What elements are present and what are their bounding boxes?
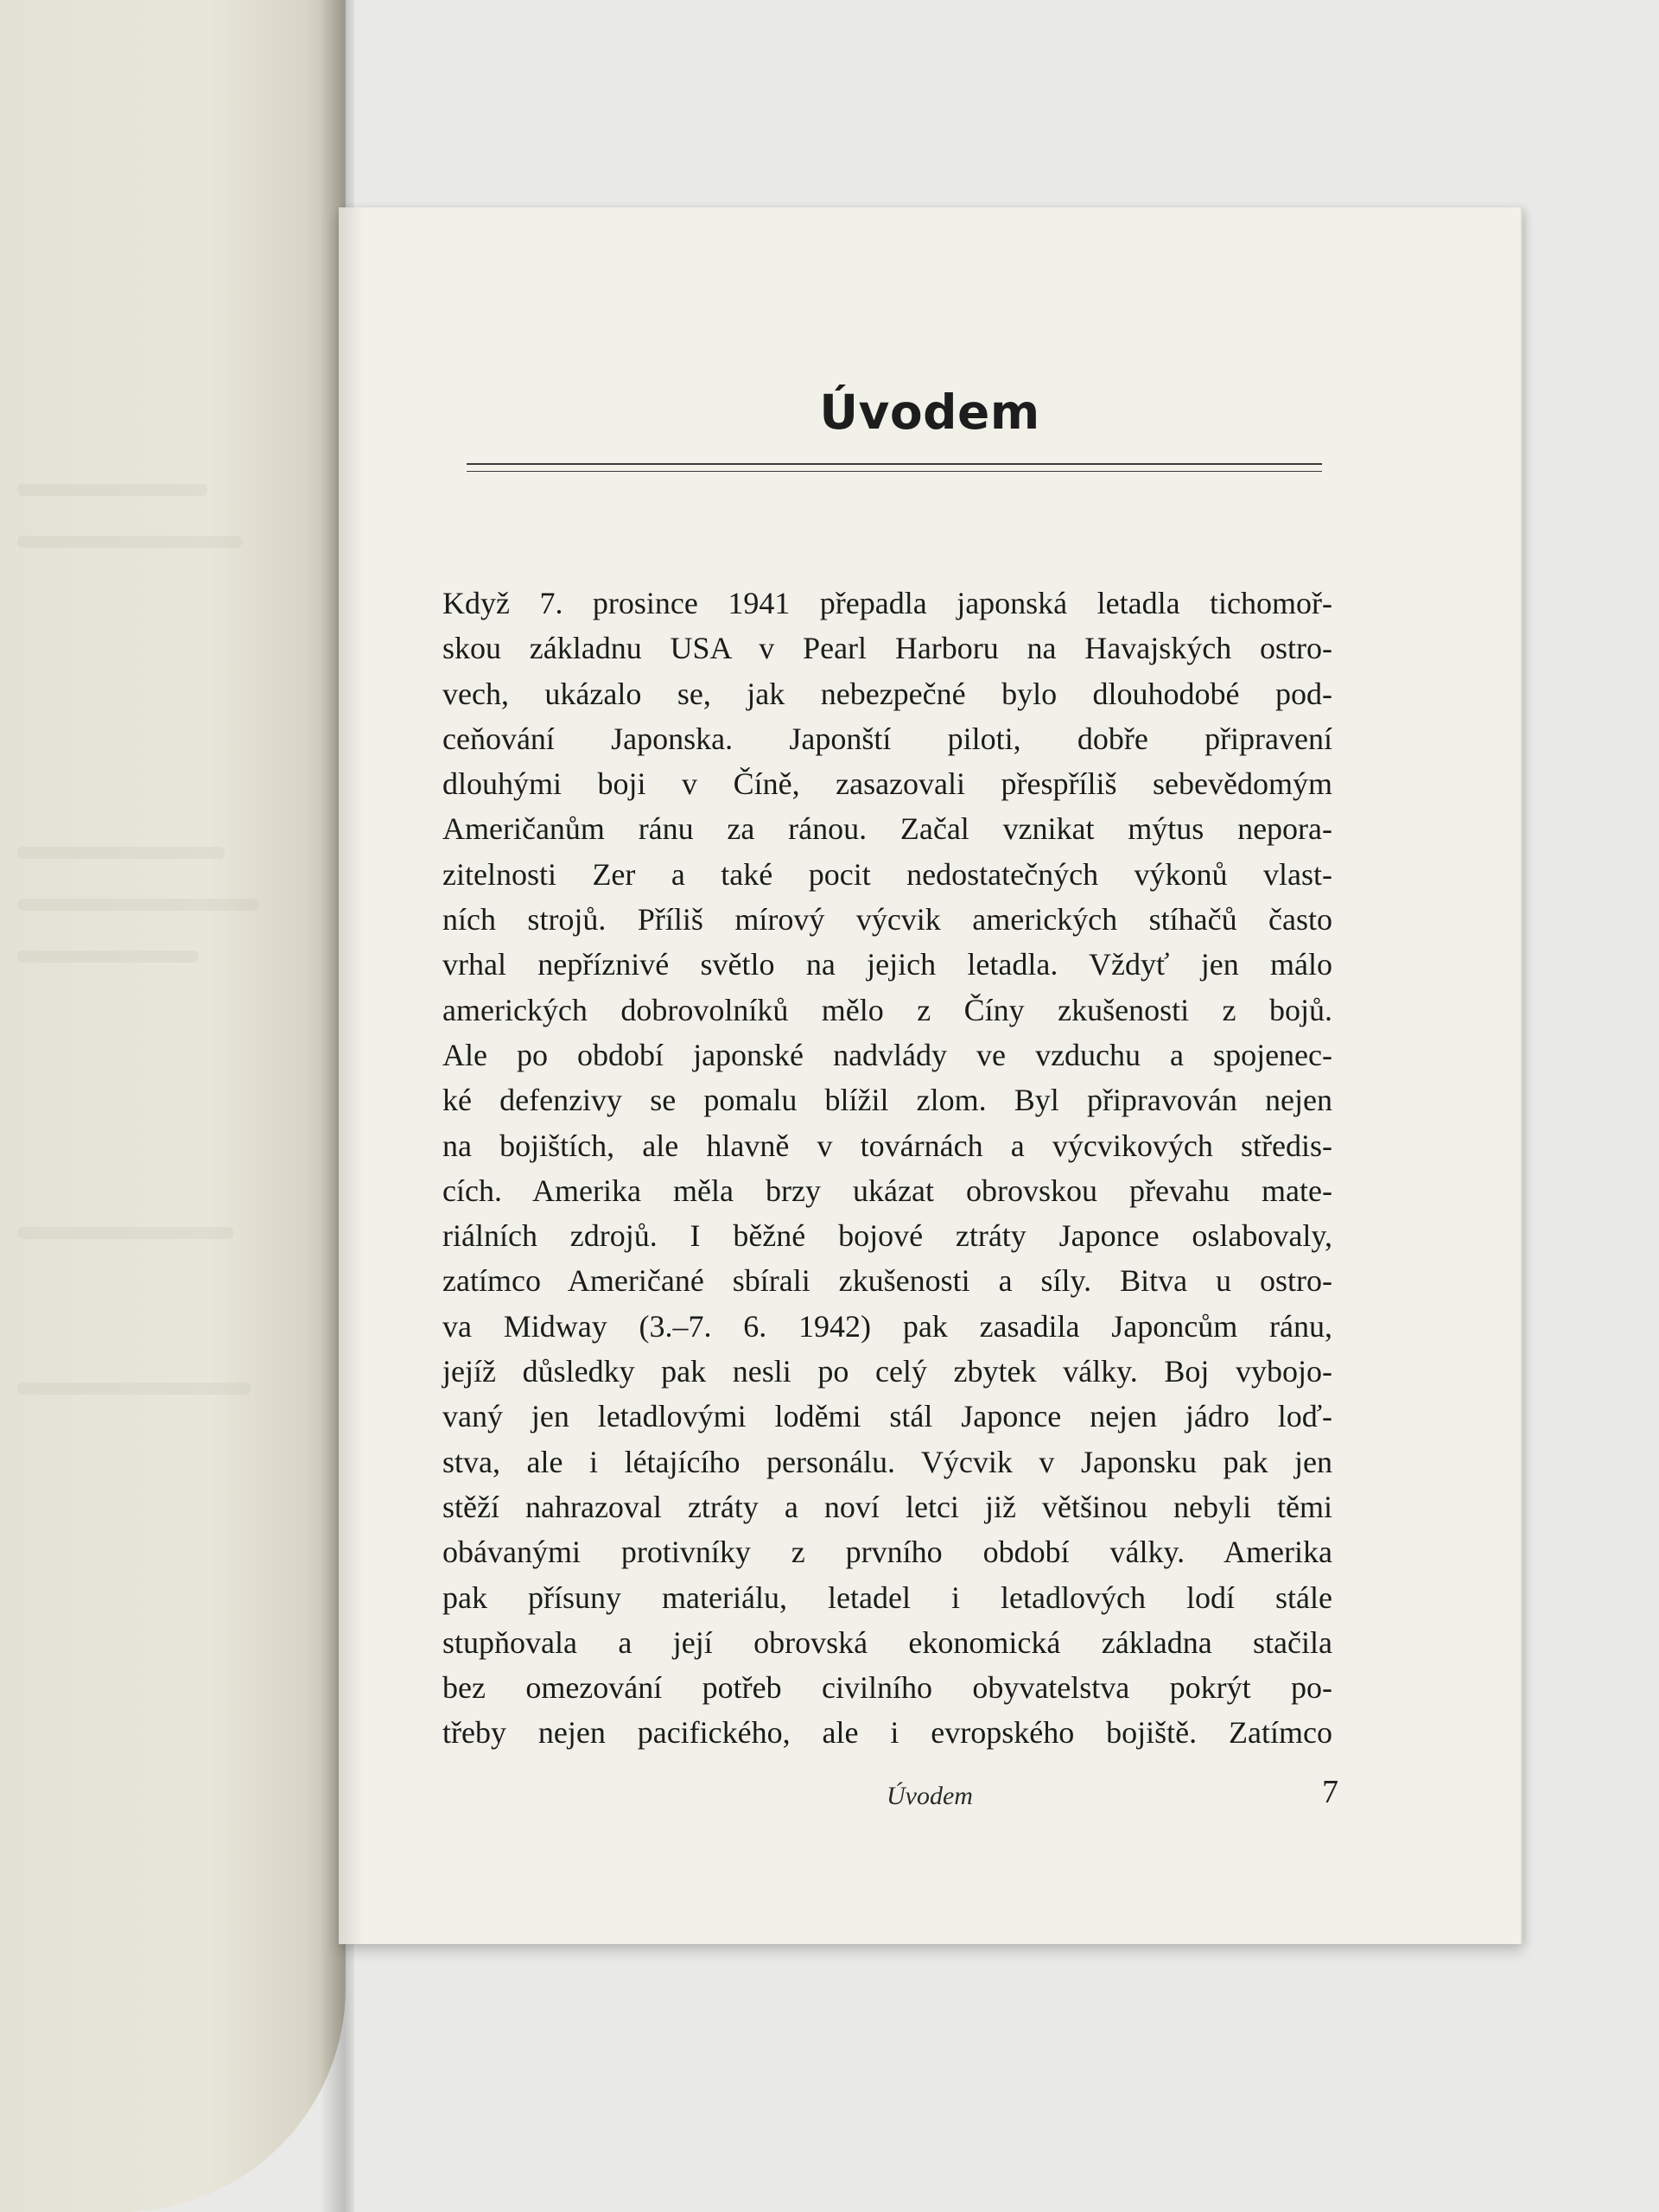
text-line: va Midway (3.–7. 6. 1942) pak zasadila Japoncům ránu, [442, 1308, 1332, 1344]
text-line: zitelnosti Zer a také pocit nedostatečných výkonů vlast- [442, 856, 1332, 892]
text-line: ké defenzivy se pomalu blížil zlom. Byl připravován nejen [442, 1083, 1332, 1118]
running-footer: Úvodem [887, 1782, 973, 1810]
bleed-through-text [17, 484, 207, 496]
text-line: amerických dobrovolníků mělo z Číny zkušenosti z bojů. [442, 992, 1332, 1027]
text-line: stva, ale i létajícího personálu. Výcvik v Japonsku pak jen [442, 1444, 1332, 1479]
text-line: Když 7. prosince 1941 přepadla japonská letadla tichomoř- [442, 586, 1332, 620]
page-edge-shading [339, 207, 365, 1944]
text-line: vrhal nepříznivé světlo na jejich letadla. Vždyť jen málo [442, 947, 1332, 982]
text-line: bez omezování potřeb civilního obyvatelstva pokrýt po- [442, 1670, 1332, 1706]
text-line: cích. Amerika měla brzy ukázat obrovskou převahu mate- [442, 1173, 1332, 1208]
text-line: ních strojů. Příliš mírový výcvik amerických stíhačů často [442, 902, 1332, 938]
bleed-through-text [17, 1382, 251, 1395]
facing-page-left [0, 0, 346, 2212]
body-text [442, 581, 1332, 1756]
page-number: 7 [1322, 1774, 1338, 1810]
text-line: riálních zdrojů. I běžné bojové ztráty Japonce oslabovaly, [442, 1218, 1332, 1254]
title-double-rule [467, 463, 1322, 472]
text-line: vaný jen letadlovými loděmi stál Japonce nejen jádro loď- [442, 1399, 1332, 1434]
bleed-through-text [17, 1227, 233, 1239]
text-line: skou základnu USA v Pearl Harboru na Havajských ostro- [442, 631, 1332, 666]
text-line: Ale po období japonské nadvlády ve vzduchu a spojenec- [442, 1037, 1332, 1072]
text-line: ceňování Japonska. Japonští piloti, dobře připravení [442, 721, 1332, 756]
bleed-through-text [17, 950, 199, 963]
bleed-through-text [17, 899, 259, 911]
text-line: pak přísuny materiálu, letadel i letadlových lodí stále [442, 1580, 1332, 1615]
text-line: stupňovala a její obrovská ekonomická základna stačila [442, 1624, 1332, 1660]
book-page [339, 207, 1522, 1944]
text-line: zatímco Američané sbírali zkušenosti a síly. Bitva u ostro- [442, 1263, 1332, 1299]
text-line: stěží nahrazoval ztráty a noví letci již většinou nebyli těmi [442, 1489, 1332, 1524]
chapter-title: Úvodem [819, 385, 1040, 440]
bleed-through-text [17, 847, 225, 859]
text-line: na bojištích, ale hlavně v továrnách a výcvikových středis- [442, 1128, 1332, 1163]
text-line: třeby nejen pacifického, ale i evropského bojiště. Zatímco [442, 1715, 1332, 1751]
text-line: jejíž důsledky pak nesli po celý zbytek války. Boj vybojo- [442, 1354, 1332, 1389]
text-line: obávanými protivníky z prvního období války. Amerika [442, 1535, 1332, 1570]
text-line: dlouhými boji v Číně, zasazovali přespříliš sebevědomým [442, 766, 1332, 802]
text-line: Američanům ránu za ránou. Začal vznikat mýtus nepora- [442, 811, 1332, 847]
bleed-through-text [17, 536, 242, 548]
text-line: vech, ukázalo se, jak nebezpečné bylo dlouhodobé pod- [442, 676, 1332, 711]
